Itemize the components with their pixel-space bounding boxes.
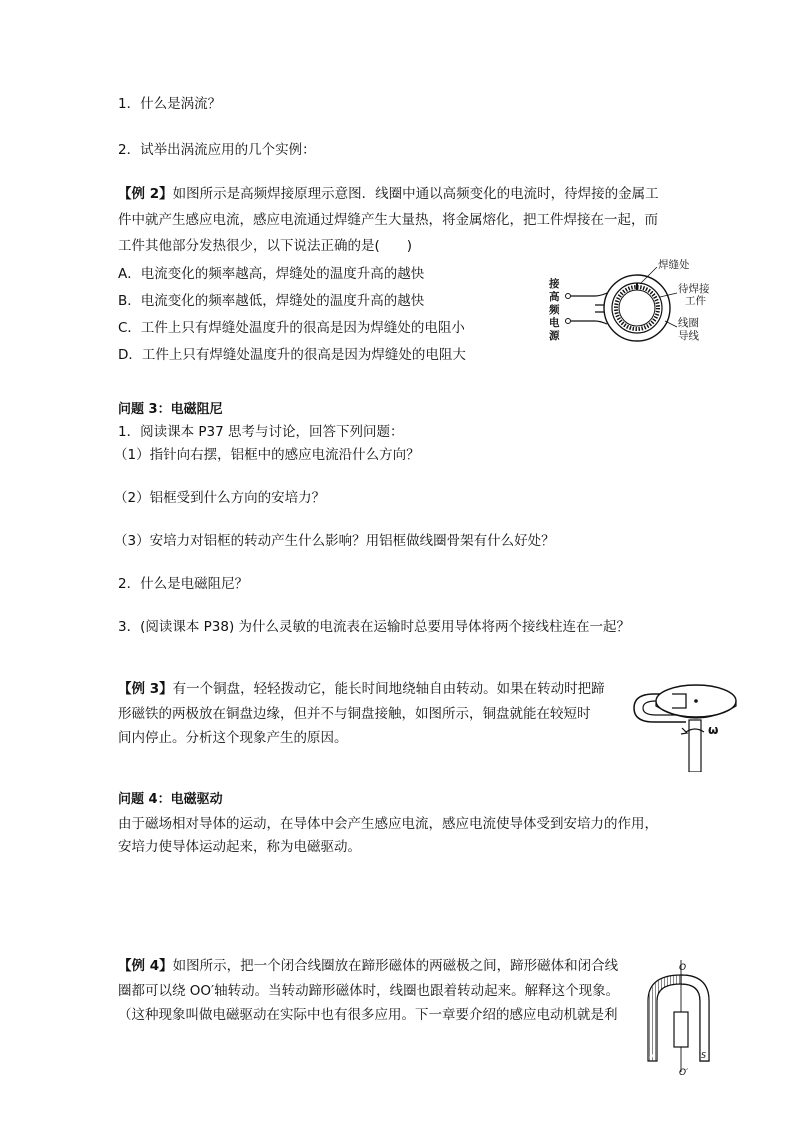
svg-text:高: 高 bbox=[549, 291, 560, 303]
coil-label-2: 导线 bbox=[678, 330, 699, 342]
lead-bottom bbox=[571, 321, 607, 324]
terminal-bottom bbox=[566, 319, 571, 324]
option-b: B．电流变化的频率越低，焊缝处的温度升高的越快 bbox=[118, 293, 425, 309]
example-4-line-1 bbox=[118, 957, 618, 975]
problem-3-q2: 2．什么是电磁阻尼？ bbox=[118, 576, 249, 592]
coil-pointer bbox=[665, 321, 677, 327]
example-2-text-1: 如图所示是高频焊接原理示意图．线圈中通以高频变化的电流时，待焊接的金属工 bbox=[172, 186, 659, 202]
option-d: D．工件上只有焊缝处温度升的很高是因为焊缝处的电阻大 bbox=[118, 347, 466, 363]
question-2: 2．试举出涡流应用的几个实例： bbox=[118, 142, 316, 158]
svg-text:电: 电 bbox=[549, 317, 560, 329]
problem-3-q3: 3．(阅读课本 P38) 为什么灵敏的电流表在运输时总要用导体将两个接线柱连在一起？ bbox=[118, 619, 631, 635]
example-2-tag: 【例 2】 bbox=[118, 186, 173, 202]
svg-text:接: 接 bbox=[549, 278, 560, 290]
problem-3-sub-2: （2）铝框受到什么方向的安培力？ bbox=[114, 490, 326, 506]
example-3-line-2: 形磁铁的两极放在铜盘边缘，但并不与铜盘接触，如图所示，铜盘就能在较短时 bbox=[118, 706, 591, 722]
svg-text:频: 频 bbox=[549, 304, 560, 316]
example-3-line-3: 间内停止。分析这个现象产生的原因。 bbox=[118, 730, 348, 746]
problem-3-intro: 1．阅读课本 P37 思考与讨论，回答下列问题： bbox=[118, 424, 404, 440]
coil-label-1: 线圈 bbox=[678, 317, 699, 329]
example-4-text-1: 如图所示，把一个闭合线圈放在蹄形磁体的两磁极之间，蹄形磁体和闭合线 bbox=[172, 958, 619, 974]
workpiece-label-2: 工件 bbox=[685, 295, 706, 307]
problem-3-title: 问题 3：电磁阻尼 bbox=[118, 402, 223, 417]
terminal-top bbox=[566, 294, 571, 299]
workpiece-inner bbox=[619, 290, 655, 326]
s-pole-label: S bbox=[701, 1051, 707, 1060]
svg-text:源: 源 bbox=[549, 330, 560, 342]
rotation-arrowhead bbox=[681, 728, 687, 734]
problem-4-title: 问题 4：电磁驱动 bbox=[118, 792, 223, 807]
magnet-pole-front bbox=[672, 694, 686, 708]
problem-3-sub-3: （3）安培力对铝框的转动产生什么影响？用铝框做线圈骨架有什么好处？ bbox=[114, 533, 555, 549]
axle bbox=[689, 720, 701, 772]
source-label bbox=[548, 277, 560, 342]
closed-coil bbox=[674, 1012, 688, 1047]
example-4-tag: 【例 4】 bbox=[118, 958, 173, 974]
example-3-text-1: 有一个铜盘，轻轻拨动它，能长时间地绕轴自由转动。如果在转动时把蹄 bbox=[172, 681, 605, 697]
workpiece-label-1: 待焊接 bbox=[678, 283, 710, 295]
problem-4-line-1: 由于磁场相对导体的运动，在导体中会产生感应电流，感应电流使导体受到安培力的作用， bbox=[118, 816, 658, 832]
omega-label: ω bbox=[708, 723, 719, 737]
disc-center bbox=[694, 699, 698, 703]
example-4-line-2: 圈都可以绕 OO′轴转动。当转动蹄形磁体时，线圈也跟着转动起来。解释这个现象。 bbox=[118, 983, 620, 999]
axis-bottom-label: O′ bbox=[679, 1068, 689, 1076]
option-c: C．工件上只有焊缝处温度升的很高是因为焊缝处的电阻小 bbox=[118, 320, 465, 336]
example-4-line-3: （这种现象叫做电磁驱动在实际中也有很多应用。下一章要介绍的感应电动机就是利 bbox=[118, 1007, 618, 1023]
n-pole-label: N bbox=[649, 1051, 655, 1060]
welding-diagram bbox=[545, 253, 725, 358]
problem-3-sub-1: （1）指针向右摆，铝框中的感应电流沿什么方向？ bbox=[114, 447, 420, 463]
example-3-tag: 【例 3】 bbox=[118, 681, 173, 697]
example-2-line-3: 工件其他部分发热很少，以下说法正确的是( ) bbox=[118, 238, 413, 254]
option-a: A．电流变化的频率越高，焊缝处的温度升高的越快 bbox=[118, 266, 425, 282]
example-2-line-1 bbox=[118, 185, 659, 203]
question-1: 1．什么是涡流？ bbox=[118, 96, 222, 112]
example-2-line-2: 件中就产生感应电流，感应电流通过焊缝产生大量热，将金属熔化，把工件焊接在一起，而 bbox=[118, 212, 658, 228]
magnet-coil-diagram bbox=[643, 956, 713, 1076]
weld-label: 焊缝处 bbox=[658, 259, 690, 271]
copper-disc-diagram bbox=[632, 668, 744, 772]
problem-4-line-2: 安培力使导体运动起来，称为电磁驱动。 bbox=[118, 839, 361, 855]
lead-top bbox=[571, 293, 607, 296]
example-3-line-1 bbox=[118, 680, 605, 698]
axis-top-label: O bbox=[679, 963, 687, 973]
